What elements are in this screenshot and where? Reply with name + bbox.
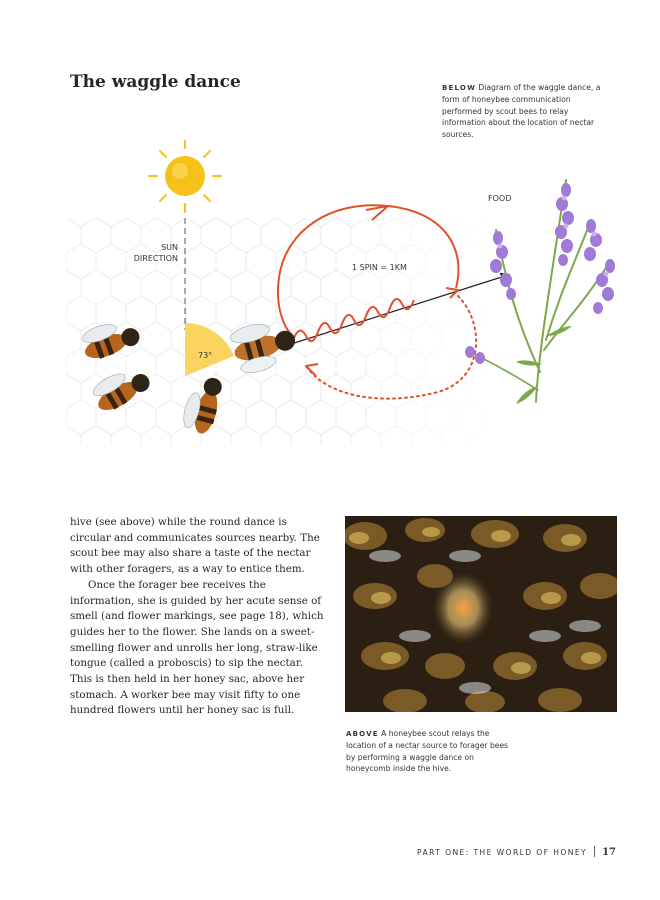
caption-keyword: BELOW xyxy=(442,84,476,92)
body-text xyxy=(70,515,328,719)
waggle-dance-diagram xyxy=(66,140,632,446)
caption-keyword: ABOVE xyxy=(346,730,379,738)
page-number: 17 xyxy=(602,847,616,858)
spin-label: 1 SPIN = 1KM xyxy=(352,263,407,272)
body-paragraph: hive (see above) while the round dance is circular and communicates sources nearby. The scout bee may also share a taste of the nectar with other foragers, as a way to entice them. xyxy=(70,516,320,576)
sun-label: SUN xyxy=(161,243,178,252)
bee-photo xyxy=(345,516,617,712)
diagram-caption xyxy=(442,82,612,140)
caption-text: A honeybee scout relays the location of a nectar source to forager bees by performing a waggle dance on honeycomb inside the hive. xyxy=(346,729,509,774)
footer-divider xyxy=(594,846,595,857)
sun-icon xyxy=(149,140,221,212)
food-label: FOOD xyxy=(488,194,512,203)
page-footer xyxy=(417,846,616,858)
angle-label: 73° xyxy=(198,351,213,360)
section-title: PART ONE: THE WORLD OF HONEY xyxy=(417,848,588,857)
page-title: The waggle dance xyxy=(70,72,241,92)
caption-text: Diagram of the waggle dance, a form of honeybee communication performed by scout bees to relay information about the location of nectar sources. xyxy=(442,83,601,139)
body-paragraph: Once the forager bee receives the information, she is guided by her acute sense of smell (and flower markings, see page 18), which guides her to the flower. She lands on a sweet-smelling flower and unrolls her long, straw-like tongue (called a proboscis) to sip the nectar. This is then held in her honey sac, above her stomach. A worker bee may visit fifty to one hundred flowers until her honey sac is full. xyxy=(70,578,324,717)
photo-caption xyxy=(346,728,516,775)
direction-label: DIRECTION xyxy=(133,254,178,263)
